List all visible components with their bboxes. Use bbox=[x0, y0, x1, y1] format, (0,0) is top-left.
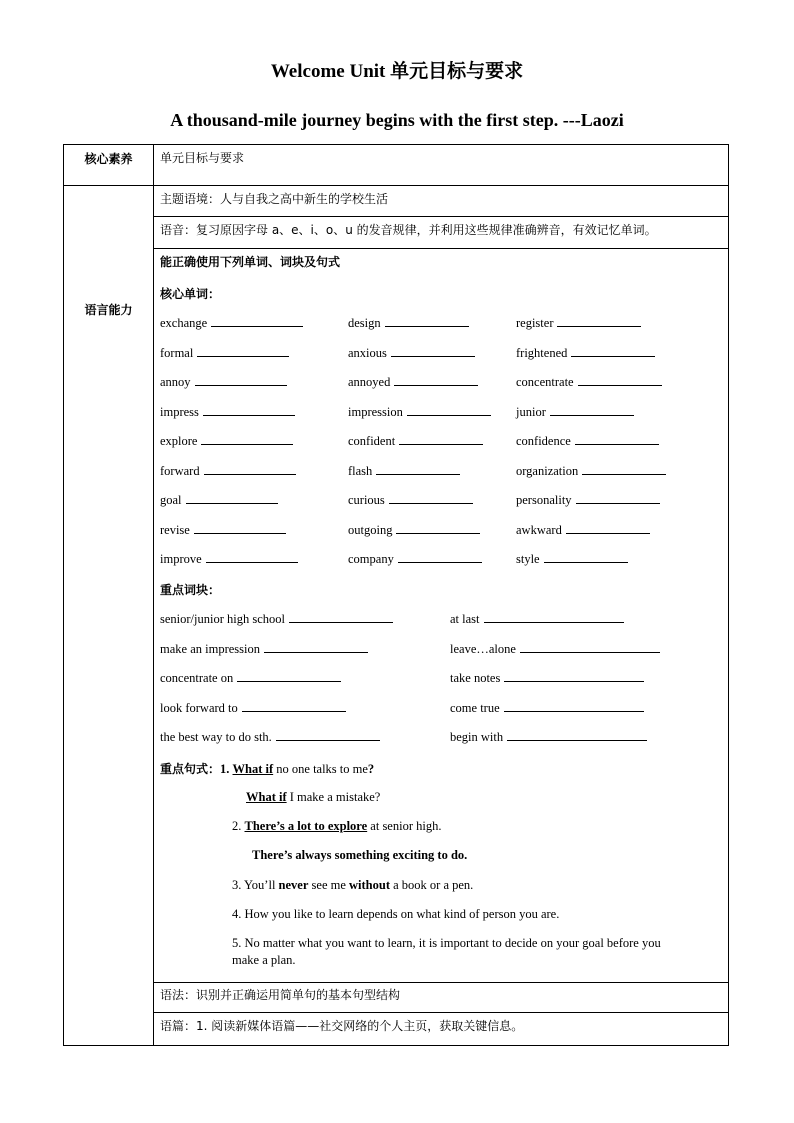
language-ability-label: 语言能力 bbox=[84, 303, 133, 317]
core-word: forward bbox=[160, 463, 296, 479]
sentence-1b: What if I make a mistake? bbox=[246, 790, 381, 804]
key-phrase: take notes bbox=[450, 670, 644, 686]
answer-blank[interactable] bbox=[399, 433, 483, 445]
answer-blank[interactable] bbox=[204, 463, 296, 475]
answer-blank[interactable] bbox=[520, 641, 660, 653]
core-literacy-label: 核心素养 bbox=[84, 152, 133, 166]
sentence-2b: There’s always something exciting to do. bbox=[252, 848, 468, 862]
answer-blank[interactable] bbox=[194, 522, 286, 534]
row-divider bbox=[64, 185, 728, 186]
answer-blank[interactable] bbox=[376, 463, 460, 475]
core-word: organization bbox=[516, 463, 666, 479]
answer-blank[interactable] bbox=[391, 345, 475, 357]
key-phrase: concentrate on bbox=[160, 670, 341, 686]
column-divider bbox=[153, 145, 154, 1045]
answer-blank[interactable] bbox=[578, 374, 662, 386]
answer-blank[interactable] bbox=[582, 463, 666, 475]
core-word: explore bbox=[160, 433, 293, 449]
sentence-5-line1: 5. No matter what you want to learn, it is important to decide on your goal before you bbox=[232, 936, 661, 950]
sentence-2a: 2. There’s a lot to explore at senior high. bbox=[232, 819, 442, 833]
key-phrase: senior/junior high school bbox=[160, 611, 393, 627]
key-phrase: at last bbox=[450, 611, 624, 627]
core-word: register bbox=[516, 315, 641, 331]
core-word: frightened bbox=[516, 345, 655, 361]
core-word: goal bbox=[160, 492, 278, 508]
unit-goals-heading: 单元目标与要求 bbox=[160, 151, 245, 165]
answer-blank[interactable] bbox=[407, 404, 491, 416]
key-phrase: come true bbox=[450, 700, 644, 716]
core-word: junior bbox=[516, 404, 634, 420]
row-divider bbox=[153, 248, 728, 249]
answer-blank[interactable] bbox=[203, 404, 295, 416]
answer-blank[interactable] bbox=[195, 374, 287, 386]
core-word: flash bbox=[348, 463, 460, 479]
answer-blank[interactable] bbox=[504, 670, 644, 682]
grammar-goal: 语法：识别并正确运用简单句的基本句型结构 bbox=[160, 988, 401, 1002]
row-divider bbox=[153, 982, 728, 983]
core-word: revise bbox=[160, 522, 286, 538]
quote-subtitle: A thousand-mile journey begins with the first step. ---Laozi bbox=[170, 110, 624, 130]
core-word: confidence bbox=[516, 433, 659, 449]
core-word: awkward bbox=[516, 522, 650, 538]
core-word: company bbox=[348, 551, 482, 567]
row-divider bbox=[153, 1012, 728, 1013]
answer-blank[interactable] bbox=[264, 641, 368, 653]
key-phrase: look forward to bbox=[160, 700, 346, 716]
answer-blank[interactable] bbox=[484, 611, 624, 623]
core-word: outgoing bbox=[348, 522, 480, 538]
answer-blank[interactable] bbox=[201, 433, 293, 445]
answer-blank[interactable] bbox=[211, 315, 303, 327]
answer-blank[interactable] bbox=[550, 404, 634, 416]
discourse-goal: 语篇：1. 阅读新媒体语篇——社交网络的个人主页，获取关键信息。 bbox=[160, 1019, 524, 1033]
answer-blank[interactable] bbox=[507, 729, 647, 741]
answer-blank[interactable] bbox=[396, 522, 480, 534]
answer-blank[interactable] bbox=[237, 670, 341, 682]
core-word: anxious bbox=[348, 345, 475, 361]
answer-blank[interactable] bbox=[576, 492, 660, 504]
answer-blank[interactable] bbox=[389, 492, 473, 504]
core-word: personality bbox=[516, 492, 660, 508]
sentences-heading: 重点句式： bbox=[160, 762, 221, 776]
core-word: style bbox=[516, 551, 628, 567]
core-word: design bbox=[348, 315, 469, 331]
key-phrase: make an impression bbox=[160, 641, 368, 657]
answer-blank[interactable] bbox=[504, 700, 644, 712]
phrases-heading: 重点词块： bbox=[160, 583, 221, 597]
core-word: impression bbox=[348, 404, 491, 420]
answer-blank[interactable] bbox=[394, 374, 478, 386]
sentence-3: 3. You’ll never see me without a book or a pen. bbox=[232, 878, 474, 892]
key-phrase: begin with bbox=[450, 729, 647, 745]
page-title: Welcome Unit 单元目标与要求 bbox=[270, 61, 524, 82]
core-word: concentrate bbox=[516, 374, 662, 390]
answer-blank[interactable] bbox=[186, 492, 278, 504]
sentence-4: 4. How you like to learn depends on what kind of person you are. bbox=[232, 907, 560, 921]
answer-blank[interactable] bbox=[289, 611, 393, 623]
theme-context: 主题语境：人与自我之高中新生的学校生活 bbox=[160, 192, 389, 206]
core-word: annoyed bbox=[348, 374, 478, 390]
core-word: confident bbox=[348, 433, 483, 449]
answer-blank[interactable] bbox=[385, 315, 469, 327]
phonics-goal: 语音：复习原因字母 a、e、i、o、u 的发音规律，并利用这些规律准确辨音，有效记忆单词。 bbox=[160, 223, 657, 237]
core-words-heading: 核心单词： bbox=[160, 287, 221, 301]
key-phrase: leave…alone bbox=[450, 641, 660, 657]
answer-blank[interactable] bbox=[557, 315, 641, 327]
answer-blank[interactable] bbox=[571, 345, 655, 357]
core-word: curious bbox=[348, 492, 473, 508]
answer-blank[interactable] bbox=[206, 551, 298, 563]
answer-blank[interactable] bbox=[566, 522, 650, 534]
usage-heading: 能正确使用下列单词、词块及句式 bbox=[160, 255, 341, 269]
core-word: improve bbox=[160, 551, 298, 567]
key-phrase: the best way to do sth. bbox=[160, 729, 380, 745]
sentence-5-line2: make a plan. bbox=[232, 953, 296, 967]
answer-blank[interactable] bbox=[197, 345, 289, 357]
core-word: formal bbox=[160, 345, 289, 361]
row-divider bbox=[153, 216, 728, 217]
sentence-1a: 重点句式：1. What if no one talks to me? bbox=[160, 762, 375, 776]
core-word: impress bbox=[160, 404, 295, 420]
answer-blank[interactable] bbox=[575, 433, 659, 445]
core-word: annoy bbox=[160, 374, 287, 390]
answer-blank[interactable] bbox=[398, 551, 482, 563]
core-word: exchange bbox=[160, 315, 303, 331]
answer-blank[interactable] bbox=[242, 700, 346, 712]
answer-blank[interactable] bbox=[544, 551, 628, 563]
answer-blank[interactable] bbox=[276, 729, 380, 741]
unit-goals-table bbox=[63, 144, 729, 1046]
